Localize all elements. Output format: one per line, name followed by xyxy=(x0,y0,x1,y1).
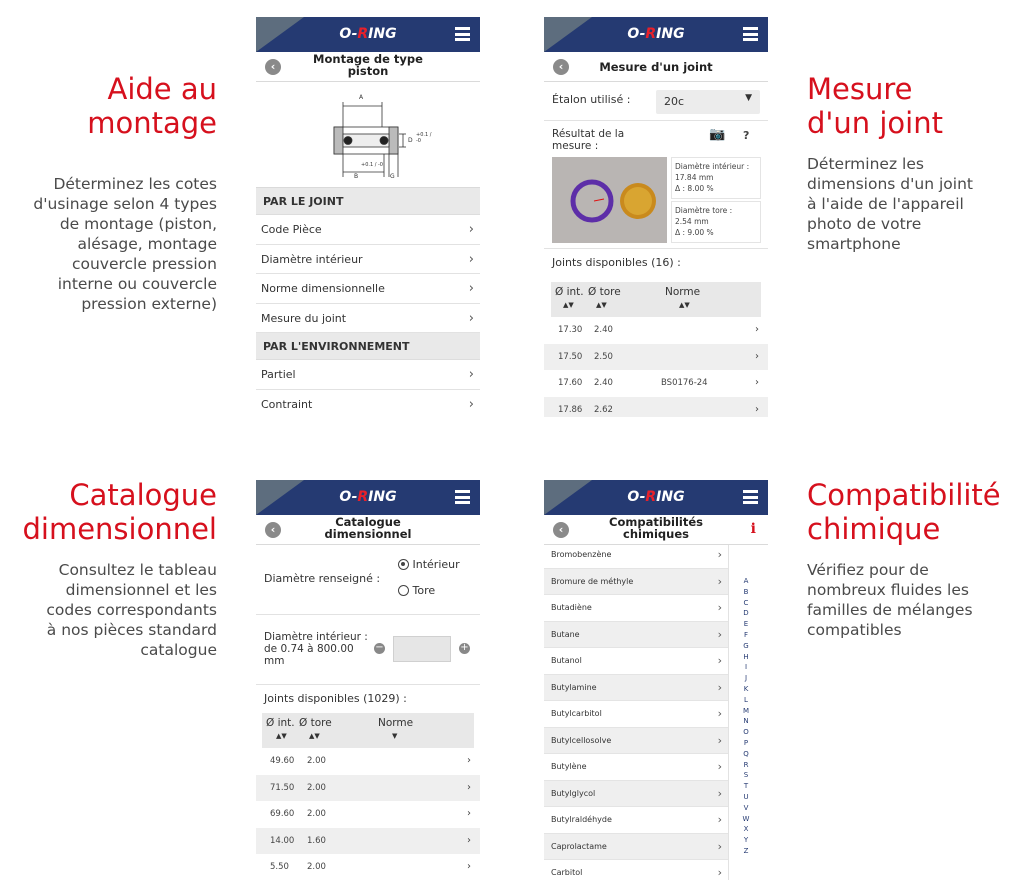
alphabet-letter[interactable]: Z xyxy=(743,846,749,855)
list-item[interactable]: Caprolactame › xyxy=(544,834,728,861)
resultat-label: Résultat de la mesure : xyxy=(552,128,625,152)
menu-item-diametre-interieur[interactable]: Diamètre intérieur › xyxy=(256,245,480,275)
phone-compatibilite xyxy=(544,480,768,880)
list-item[interactable]: Bromure de méthyle › xyxy=(544,569,728,596)
col-int[interactable]: Ø int. ▲▼ xyxy=(555,286,584,309)
app-logo: O-RING xyxy=(627,26,685,42)
table-header xyxy=(551,282,761,317)
diametre-renseigne-label: Diamètre renseigné : xyxy=(264,572,381,585)
table-row[interactable]: 49.60 2.00 › xyxy=(270,755,471,766)
dim-b-label: B xyxy=(354,173,359,180)
table-header xyxy=(262,713,474,748)
dim-b-tolerance: +0.1 / -0 xyxy=(361,162,383,168)
measure-photo xyxy=(552,157,667,243)
menu-item-norme[interactable]: Norme dimensionnelle › xyxy=(256,274,480,304)
table-row[interactable]: 14.00 1.60 › xyxy=(256,828,480,855)
alphabet-letter[interactable]: B xyxy=(743,587,749,596)
radio-interieur[interactable]: Intérieur xyxy=(398,558,460,571)
dim-d-tolerance: +0.1 / -0 xyxy=(416,132,432,144)
col-int[interactable]: Ø int. ▲▼ xyxy=(266,717,295,740)
joints-count-label: Joints disponibles (16) : xyxy=(552,256,681,269)
chevron-right-icon: › xyxy=(468,251,474,267)
list-item[interactable]: Butanol › xyxy=(544,648,728,675)
alphabet-letter[interactable]: L xyxy=(744,695,748,704)
hamburger-menu-icon[interactable] xyxy=(743,27,758,41)
list-item[interactable]: Butylglycol › xyxy=(544,781,728,808)
plus-icon[interactable]: + xyxy=(460,642,469,653)
ring-and-coin-image xyxy=(552,157,667,243)
app-bar xyxy=(256,17,480,52)
table-row[interactable]: 5.50 2.00 › xyxy=(270,861,471,872)
list-item[interactable]: Carbitol › xyxy=(544,860,728,880)
radio-tore[interactable]: Tore xyxy=(398,584,435,597)
list-item[interactable]: Butylène › xyxy=(544,754,728,781)
chevron-right-icon: › xyxy=(468,222,474,237)
hamburger-menu-icon[interactable] xyxy=(743,490,758,504)
alphabet-letter[interactable]: J xyxy=(744,674,748,683)
chevron-right-icon: › xyxy=(468,367,474,382)
col-norme[interactable]: Norme ▼ xyxy=(378,717,414,740)
alphabet-letter[interactable]: Q xyxy=(743,749,749,758)
alphabet-letter[interactable]: U xyxy=(743,792,749,801)
alphabet-letter[interactable]: Y xyxy=(743,836,749,845)
table-row[interactable]: 71.50 2.00 › xyxy=(256,775,480,802)
col-norme[interactable]: Norme ▲▼ xyxy=(665,286,701,309)
alphabet-letter[interactable]: I xyxy=(744,663,748,672)
alphabet-letter[interactable]: S xyxy=(743,771,749,780)
page-title: Mesure d'un joint xyxy=(599,60,713,74)
piston-drawing xyxy=(256,82,480,187)
dim-g-label: G xyxy=(390,173,395,180)
help-icon[interactable]: ? xyxy=(743,129,750,142)
back-arrow-icon[interactable]: ‹ xyxy=(553,59,569,75)
feature-title-catalogue: Catalogue dimensionnel xyxy=(22,478,217,546)
table-row[interactable]: 17.30 2.40 › xyxy=(558,324,759,335)
feature-desc-aide: Déterminez les cotes d'usinage selon 4 types de montage (piston, alésage, montage couvercle pression interne ou couvercle pression externe) xyxy=(33,175,217,313)
alphabet-letter[interactable]: F xyxy=(743,630,749,639)
feature-title-aide: Aide au montage xyxy=(87,72,217,140)
dropdown-arrow-icon: ▼ xyxy=(745,93,752,103)
phone-catalogue xyxy=(256,480,480,880)
app-logo: O-RING xyxy=(339,489,397,505)
diameter-input[interactable] xyxy=(393,636,451,662)
feature-title-mesure: Mesure d'un joint xyxy=(807,72,943,140)
feature-desc-compat: Vérifiez pour de nombreux fluides les familles de mélanges compatibles xyxy=(807,561,973,639)
diam-int-result: Diamètre intérieur : 17.84 mm Δ : 8.00 % xyxy=(671,157,761,199)
page-title: Compatibilités chimiques xyxy=(609,515,703,541)
hamburger-menu-icon[interactable] xyxy=(455,490,470,504)
alphabet-letter[interactable]: V xyxy=(743,803,749,812)
chevron-right-icon: › xyxy=(468,396,474,412)
app-logo: O-RING xyxy=(339,26,397,42)
alphabet-letter[interactable]: R xyxy=(743,760,749,769)
page-header xyxy=(256,515,480,545)
alphabet-letter[interactable]: D xyxy=(743,609,749,618)
page-title: Montage de type piston xyxy=(313,52,423,78)
table-body xyxy=(256,748,480,880)
alphabet-letter[interactable]: N xyxy=(743,717,749,726)
back-arrow-icon[interactable]: ‹ xyxy=(265,59,281,75)
dim-a-label: A xyxy=(359,94,364,101)
section-par-le-joint: PAR LE JOINT xyxy=(256,188,480,215)
back-arrow-icon[interactable]: ‹ xyxy=(553,522,569,538)
col-tore[interactable]: Ø tore ▲▼ xyxy=(588,286,621,309)
table-row[interactable]: 17.50 2.50 › xyxy=(544,344,768,371)
app-logo: O-RING xyxy=(627,489,685,505)
app-bar xyxy=(544,17,768,52)
list-item[interactable]: Butylraldéhyde › xyxy=(544,807,728,834)
table-row[interactable]: 17.60 2.40 BS0176-24 › xyxy=(558,377,759,388)
page-header xyxy=(256,52,480,82)
alphabet-letter[interactable]: G xyxy=(743,641,749,650)
app-bar xyxy=(256,480,480,515)
menu-item-code-piece[interactable]: Code Pièce › xyxy=(256,215,480,245)
page-header xyxy=(544,52,768,82)
piston-diagram xyxy=(256,82,480,187)
list-item[interactable]: Butylamine › xyxy=(544,675,728,702)
alphabet-letter[interactable]: H xyxy=(743,652,749,661)
list-item[interactable]: Butylcarbitol › xyxy=(544,701,728,728)
list-item[interactable]: Butane › xyxy=(544,622,728,649)
page-title: Catalogue dimensionnel xyxy=(324,515,412,541)
chemical-list xyxy=(544,542,729,880)
diam-tore-result: Diamètre tore : 2.54 mm Δ : 9.00 % xyxy=(671,201,761,243)
col-tore[interactable]: Ø tore ▲▼ xyxy=(299,717,332,740)
back-arrow-icon[interactable]: ‹ xyxy=(265,522,281,538)
table-row[interactable]: 69.60 2.00 › xyxy=(270,808,471,819)
alphabet-letter[interactable]: O xyxy=(743,728,749,737)
camera-icon[interactable]: 📷 xyxy=(709,127,726,142)
alphabet-letter[interactable]: T xyxy=(743,782,749,791)
chevron-right-icon: › xyxy=(468,281,474,296)
feature-desc-catalogue: Consultez le tableau dimensionnel et les codes correspondants à nos pièces standard catalogue xyxy=(46,561,217,659)
feature-title-compat: Compatibilité chimique xyxy=(807,478,1001,546)
app-bar xyxy=(544,480,768,515)
alphabet-letter[interactable]: A xyxy=(743,577,749,585)
page-header xyxy=(544,515,768,545)
alphabet-letter[interactable]: K xyxy=(743,684,749,693)
alphabet-letter[interactable]: X xyxy=(743,825,749,834)
etalon-select[interactable]: 20c ▼ xyxy=(656,90,760,114)
phone-mesure xyxy=(544,17,768,417)
etalon-label: Étalon utilisé : xyxy=(552,93,631,106)
chevron-right-icon: › xyxy=(468,310,474,326)
table-row[interactable]: 17.86 2.62 › xyxy=(544,397,768,418)
alphabet-letter[interactable]: P xyxy=(743,738,749,747)
alphabet-letter[interactable]: E xyxy=(743,620,749,629)
feature-desc-mesure: Déterminez les dimensions d'un joint à l'aide de l'appareil photo de votre smartphone xyxy=(807,155,973,253)
list-item[interactable]: Bromobenzène › xyxy=(544,542,728,569)
table-body xyxy=(544,317,768,417)
range-label: Diamètre intérieur : de 0.74 à 800.00 mm xyxy=(264,631,368,667)
section-par-environnement: PAR L'ENVIRONNEMENT xyxy=(256,333,480,360)
info-icon[interactable]: i xyxy=(750,521,756,537)
hamburger-menu-icon[interactable] xyxy=(455,27,470,41)
menu-item-contraint[interactable]: Contraint › xyxy=(256,390,480,418)
menu-item-mesure[interactable]: Mesure du joint › xyxy=(256,304,480,334)
list-item[interactable]: Butadiène › xyxy=(544,595,728,622)
menu-item-partiel[interactable]: Partiel › xyxy=(256,360,480,390)
alphabet-letter[interactable]: C xyxy=(743,598,749,607)
alphabet-index[interactable] xyxy=(741,576,751,857)
alphabet-letter[interactable]: W xyxy=(742,814,750,823)
dim-d-label: D xyxy=(408,137,413,144)
alphabet-letter[interactable]: M xyxy=(742,706,750,715)
list-item[interactable]: Butylcellosolve › xyxy=(544,728,728,755)
joints-count-label: Joints disponibles (1029) : xyxy=(264,692,407,705)
minus-icon[interactable]: − xyxy=(375,642,384,653)
phone-montage xyxy=(256,17,480,417)
